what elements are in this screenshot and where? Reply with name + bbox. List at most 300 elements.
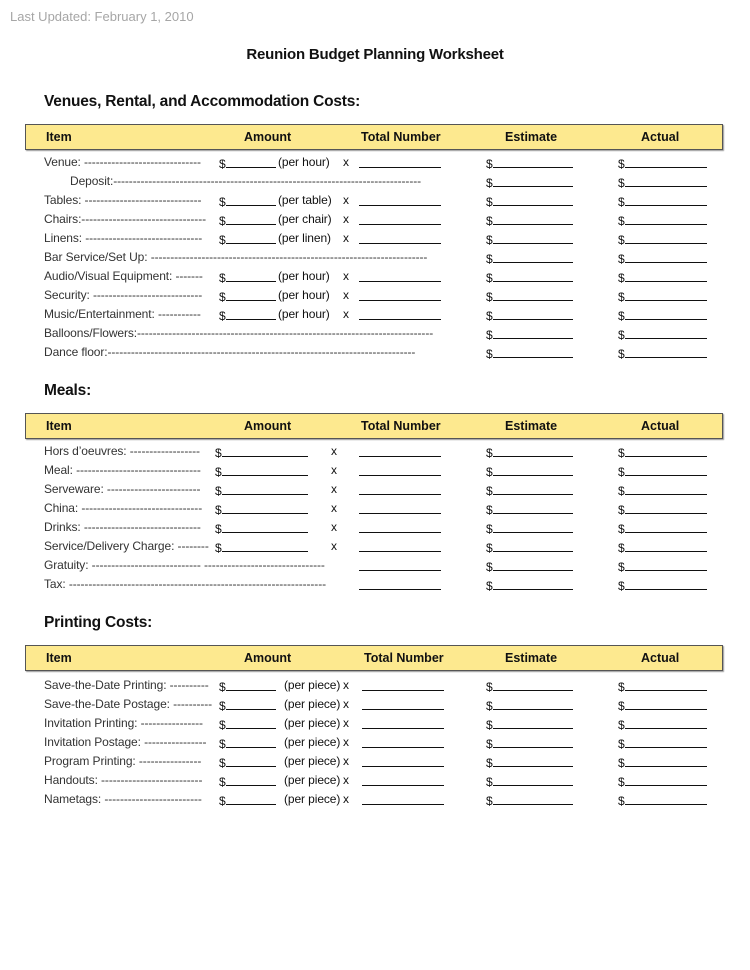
dollar-sign: $ bbox=[618, 737, 625, 751]
amount-field[interactable] bbox=[219, 697, 276, 713]
table-row bbox=[44, 286, 724, 305]
actual-blank[interactable] bbox=[625, 678, 707, 691]
amount-field[interactable] bbox=[215, 444, 308, 460]
amount-blank[interactable] bbox=[226, 307, 276, 320]
estimate-field[interactable] bbox=[486, 250, 573, 266]
amount-field[interactable] bbox=[219, 735, 276, 751]
actual-blank[interactable] bbox=[625, 577, 707, 590]
estimate-blank[interactable] bbox=[493, 193, 573, 206]
dollar-sign: $ bbox=[219, 157, 226, 171]
amount-blank[interactable] bbox=[222, 539, 308, 552]
total-number-blank[interactable] bbox=[359, 558, 441, 571]
estimate-blank[interactable] bbox=[493, 212, 573, 225]
estimate-blank[interactable] bbox=[493, 754, 573, 767]
amount-field[interactable] bbox=[219, 231, 276, 247]
actual-blank[interactable] bbox=[625, 697, 707, 710]
amount-field[interactable] bbox=[219, 678, 276, 694]
table-row bbox=[44, 442, 724, 461]
actual-blank[interactable] bbox=[625, 773, 707, 786]
column-header-total-number: Total Number bbox=[364, 651, 444, 665]
dollar-sign: $ bbox=[486, 214, 493, 228]
dollar-sign: $ bbox=[219, 233, 226, 247]
estimate-field[interactable] bbox=[486, 482, 573, 498]
table-row bbox=[44, 229, 724, 248]
multiply-sign: x bbox=[343, 678, 349, 692]
page-title: Reunion Budget Planning Worksheet bbox=[246, 46, 504, 63]
actual-blank[interactable] bbox=[625, 307, 707, 320]
row-label: Security: ---------------------------- bbox=[44, 288, 203, 302]
estimate-field[interactable] bbox=[486, 754, 573, 770]
total-number-blank[interactable] bbox=[359, 307, 441, 320]
dollar-sign: $ bbox=[618, 522, 625, 536]
amount-blank[interactable] bbox=[222, 444, 308, 457]
actual-blank[interactable] bbox=[625, 231, 707, 244]
row-label: Deposit:------------------------------------------------------------------------------- bbox=[70, 174, 422, 188]
table-row bbox=[44, 210, 724, 229]
amount-blank[interactable] bbox=[226, 288, 276, 301]
dollar-sign: $ bbox=[618, 794, 625, 808]
total-number-blank[interactable] bbox=[359, 444, 441, 457]
total-number-blank[interactable] bbox=[359, 269, 441, 282]
row-label: Service/Delivery Charge: -------- bbox=[44, 539, 209, 553]
estimate-field[interactable] bbox=[486, 288, 573, 304]
total-number-blank[interactable] bbox=[359, 577, 441, 590]
unit-label: (per chair) bbox=[278, 212, 332, 226]
estimate-field[interactable] bbox=[486, 792, 573, 808]
actual-field[interactable] bbox=[618, 463, 707, 479]
dollar-sign: $ bbox=[486, 176, 493, 190]
unit-label: (per piece) bbox=[284, 716, 341, 730]
total-number-blank[interactable] bbox=[359, 501, 441, 514]
dollar-sign: $ bbox=[486, 756, 493, 770]
dollar-sign: $ bbox=[618, 252, 625, 266]
estimate-blank[interactable] bbox=[493, 231, 573, 244]
actual-blank[interactable] bbox=[625, 716, 707, 729]
dollar-sign: $ bbox=[219, 794, 226, 808]
actual-blank[interactable] bbox=[625, 754, 707, 767]
estimate-field[interactable] bbox=[486, 716, 573, 732]
estimate-blank[interactable] bbox=[493, 716, 573, 729]
total-number-blank[interactable] bbox=[359, 231, 441, 244]
actual-field[interactable] bbox=[618, 307, 707, 323]
estimate-blank[interactable] bbox=[493, 792, 573, 805]
amount-blank[interactable] bbox=[226, 231, 276, 244]
unit-label: (per hour) bbox=[278, 269, 330, 283]
actual-field[interactable] bbox=[618, 754, 707, 770]
meals-rows bbox=[44, 442, 724, 594]
estimate-field[interactable] bbox=[486, 520, 573, 536]
column-header-total-number: Total Number bbox=[361, 130, 441, 144]
amount-field[interactable] bbox=[219, 269, 276, 285]
total-number-blank[interactable] bbox=[362, 735, 444, 748]
estimate-blank[interactable] bbox=[493, 773, 573, 786]
amount-blank[interactable] bbox=[226, 678, 276, 691]
estimate-field[interactable] bbox=[486, 174, 573, 190]
table-row bbox=[44, 343, 724, 362]
actual-blank[interactable] bbox=[625, 520, 707, 533]
row-label: Music/Entertainment: ----------- bbox=[44, 307, 201, 321]
estimate-blank[interactable] bbox=[493, 155, 573, 168]
actual-blank[interactable] bbox=[625, 444, 707, 457]
estimate-field[interactable] bbox=[486, 558, 573, 574]
amount-field[interactable] bbox=[215, 482, 308, 498]
actual-field[interactable] bbox=[618, 155, 707, 171]
total-number-blank[interactable] bbox=[359, 520, 441, 533]
multiply-sign: x bbox=[331, 501, 337, 515]
dollar-sign: $ bbox=[486, 541, 493, 555]
actual-blank[interactable] bbox=[625, 250, 707, 263]
column-header-item: Item bbox=[46, 651, 72, 665]
estimate-blank[interactable] bbox=[493, 250, 573, 263]
table-row bbox=[44, 733, 724, 752]
dollar-sign: $ bbox=[618, 271, 625, 285]
last-updated-text: Last Updated: February 1, 2010 bbox=[10, 9, 194, 24]
actual-blank[interactable] bbox=[625, 288, 707, 301]
amount-field[interactable] bbox=[219, 155, 276, 171]
dollar-sign: $ bbox=[219, 718, 226, 732]
column-header-amount: Amount bbox=[244, 651, 292, 665]
estimate-field[interactable] bbox=[486, 212, 573, 228]
column-header-actual: Actual bbox=[641, 651, 680, 665]
row-label: Save-the-Date Printing: ---------- bbox=[44, 678, 209, 692]
unit-label: (per piece) bbox=[284, 754, 341, 768]
table-row bbox=[44, 537, 724, 556]
actual-blank[interactable] bbox=[625, 501, 707, 514]
column-header-actual: Actual bbox=[641, 419, 680, 433]
actual-field[interactable] bbox=[618, 678, 707, 694]
actual-field[interactable] bbox=[618, 444, 707, 460]
estimate-blank[interactable] bbox=[493, 269, 573, 282]
total-number-blank[interactable] bbox=[362, 792, 444, 805]
estimate-blank[interactable] bbox=[493, 326, 573, 339]
actual-field[interactable] bbox=[618, 174, 707, 190]
multiply-sign: x bbox=[331, 482, 337, 496]
dollar-sign: $ bbox=[219, 680, 226, 694]
amount-blank[interactable] bbox=[222, 520, 308, 533]
column-header-item: Item bbox=[46, 130, 72, 144]
amount-blank[interactable] bbox=[226, 792, 276, 805]
amount-blank[interactable] bbox=[222, 482, 308, 495]
amount-blank[interactable] bbox=[222, 463, 308, 476]
total-number-blank[interactable] bbox=[359, 288, 441, 301]
actual-field[interactable] bbox=[618, 193, 707, 209]
total-number-blank[interactable] bbox=[362, 773, 444, 786]
column-header-total-number: Total Number bbox=[361, 419, 441, 433]
unit-label: (per piece) bbox=[284, 678, 341, 692]
dollar-sign: $ bbox=[486, 195, 493, 209]
total-number-blank[interactable] bbox=[362, 754, 444, 767]
dollar-sign: $ bbox=[486, 328, 493, 342]
dollar-sign: $ bbox=[486, 522, 493, 536]
dollar-sign: $ bbox=[215, 446, 222, 460]
actual-field[interactable] bbox=[618, 792, 707, 808]
actual-blank[interactable] bbox=[625, 558, 707, 571]
multiply-sign: x bbox=[343, 155, 349, 169]
dollar-sign: $ bbox=[486, 718, 493, 732]
actual-field[interactable] bbox=[618, 250, 707, 266]
estimate-blank[interactable] bbox=[493, 444, 573, 457]
amount-blank[interactable] bbox=[226, 193, 276, 206]
dollar-sign: $ bbox=[486, 465, 493, 479]
actual-field[interactable] bbox=[618, 212, 707, 228]
actual-field[interactable] bbox=[618, 269, 707, 285]
multiply-sign: x bbox=[331, 463, 337, 477]
dollar-sign: $ bbox=[219, 699, 226, 713]
table-row bbox=[44, 676, 724, 695]
unit-label: (per hour) bbox=[278, 288, 330, 302]
estimate-blank[interactable] bbox=[493, 697, 573, 710]
actual-field[interactable] bbox=[618, 345, 707, 361]
dollar-sign: $ bbox=[219, 214, 226, 228]
table-row bbox=[44, 191, 724, 210]
estimate-blank[interactable] bbox=[493, 520, 573, 533]
row-label: Meal: -------------------------------- bbox=[44, 463, 201, 477]
actual-field[interactable] bbox=[618, 735, 707, 751]
dollar-sign: $ bbox=[486, 233, 493, 247]
estimate-field[interactable] bbox=[486, 326, 573, 342]
total-number-blank[interactable] bbox=[359, 193, 441, 206]
actual-field[interactable] bbox=[618, 539, 707, 555]
amount-blank[interactable] bbox=[222, 501, 308, 514]
actual-blank[interactable] bbox=[625, 193, 707, 206]
amount-field[interactable] bbox=[219, 212, 276, 228]
dollar-sign: $ bbox=[486, 484, 493, 498]
actual-field[interactable] bbox=[618, 697, 707, 713]
row-label: China: ------------------------------- bbox=[44, 501, 203, 515]
actual-blank[interactable] bbox=[625, 539, 707, 552]
actual-blank[interactable] bbox=[625, 269, 707, 282]
row-label: Program Printing: ---------------- bbox=[44, 754, 202, 768]
amount-blank[interactable] bbox=[226, 697, 276, 710]
dollar-sign: $ bbox=[618, 214, 625, 228]
actual-blank[interactable] bbox=[625, 155, 707, 168]
table-row bbox=[44, 575, 724, 594]
amount-blank[interactable] bbox=[226, 155, 276, 168]
multiply-sign: x bbox=[343, 269, 349, 283]
estimate-blank[interactable] bbox=[493, 558, 573, 571]
dollar-sign: $ bbox=[486, 157, 493, 171]
estimate-field[interactable] bbox=[486, 463, 573, 479]
amount-blank[interactable] bbox=[226, 754, 276, 767]
row-label: Hors d’oeuvres: ------------------ bbox=[44, 444, 200, 458]
dollar-sign: $ bbox=[486, 560, 493, 574]
dollar-sign: $ bbox=[618, 465, 625, 479]
estimate-field[interactable] bbox=[486, 155, 573, 171]
row-label: Invitation Printing: ---------------- bbox=[44, 716, 203, 730]
amount-blank[interactable] bbox=[226, 735, 276, 748]
amount-blank[interactable] bbox=[226, 716, 276, 729]
dollar-sign: $ bbox=[618, 541, 625, 555]
dollar-sign: $ bbox=[219, 756, 226, 770]
unit-label: (per piece) bbox=[284, 773, 341, 787]
estimate-field[interactable] bbox=[486, 269, 573, 285]
actual-blank[interactable] bbox=[625, 345, 707, 358]
dollar-sign: $ bbox=[219, 737, 226, 751]
table-row bbox=[44, 267, 724, 286]
estimate-blank[interactable] bbox=[493, 577, 573, 590]
estimate-field[interactable] bbox=[486, 773, 573, 789]
actual-field[interactable] bbox=[618, 231, 707, 247]
dollar-sign: $ bbox=[486, 347, 493, 361]
total-number-blank[interactable] bbox=[359, 539, 441, 552]
actual-blank[interactable] bbox=[625, 212, 707, 225]
actual-field[interactable] bbox=[618, 716, 707, 732]
row-label: Handouts: -------------------------- bbox=[44, 773, 203, 787]
actual-field[interactable] bbox=[618, 773, 707, 789]
dollar-sign: $ bbox=[486, 579, 493, 593]
table-row bbox=[44, 695, 724, 714]
actual-field[interactable] bbox=[618, 501, 707, 517]
dollar-sign: $ bbox=[618, 328, 625, 342]
amount-field[interactable] bbox=[219, 193, 276, 209]
amount-field[interactable] bbox=[215, 539, 308, 555]
multiply-sign: x bbox=[343, 735, 349, 749]
estimate-field[interactable] bbox=[486, 501, 573, 517]
table-row bbox=[44, 556, 724, 575]
estimate-blank[interactable] bbox=[493, 307, 573, 320]
estimate-blank[interactable] bbox=[493, 678, 573, 691]
column-header-amount: Amount bbox=[244, 130, 292, 144]
amount-field[interactable] bbox=[219, 792, 276, 808]
estimate-field[interactable] bbox=[486, 697, 573, 713]
actual-field[interactable] bbox=[618, 288, 707, 304]
estimate-blank[interactable] bbox=[493, 463, 573, 476]
table-row bbox=[44, 790, 724, 809]
estimate-field[interactable] bbox=[486, 193, 573, 209]
actual-field[interactable] bbox=[618, 482, 707, 498]
row-label: Invitation Postage: ---------------- bbox=[44, 735, 207, 749]
table-row bbox=[44, 752, 724, 771]
total-number-blank[interactable] bbox=[359, 212, 441, 225]
amount-field[interactable] bbox=[219, 288, 276, 304]
amount-field[interactable] bbox=[215, 520, 308, 536]
dollar-sign: $ bbox=[618, 233, 625, 247]
row-label: Tables: ------------------------------ bbox=[44, 193, 202, 207]
total-number-blank[interactable] bbox=[359, 482, 441, 495]
multiply-sign: x bbox=[343, 773, 349, 787]
column-header-amount: Amount bbox=[244, 419, 292, 433]
dollar-sign: $ bbox=[618, 309, 625, 323]
dollar-sign: $ bbox=[618, 176, 625, 190]
actual-blank[interactable] bbox=[625, 174, 707, 187]
multiply-sign: x bbox=[331, 539, 337, 553]
estimate-blank[interactable] bbox=[493, 735, 573, 748]
table-row bbox=[44, 771, 724, 790]
amount-field[interactable] bbox=[215, 463, 308, 479]
dollar-sign: $ bbox=[215, 541, 222, 555]
actual-blank[interactable] bbox=[625, 735, 707, 748]
dollar-sign: $ bbox=[618, 579, 625, 593]
amount-field[interactable] bbox=[215, 501, 308, 517]
actual-field[interactable] bbox=[618, 558, 707, 574]
actual-blank[interactable] bbox=[625, 482, 707, 495]
total-number-blank[interactable] bbox=[362, 697, 444, 710]
section-title-venues: Venues, Rental, and Accommodation Costs: bbox=[44, 93, 361, 110]
multiply-sign: x bbox=[343, 193, 349, 207]
dollar-sign: $ bbox=[215, 522, 222, 536]
unit-label: (per piece) bbox=[284, 735, 341, 749]
multiply-sign: x bbox=[343, 212, 349, 226]
unit-label: (per hour) bbox=[278, 155, 330, 169]
total-number-blank[interactable] bbox=[362, 678, 444, 691]
estimate-field[interactable] bbox=[486, 307, 573, 323]
dollar-sign: $ bbox=[618, 484, 625, 498]
dollar-sign: $ bbox=[618, 775, 625, 789]
dollar-sign: $ bbox=[618, 195, 625, 209]
table-row bbox=[44, 324, 724, 343]
total-number-blank[interactable] bbox=[362, 716, 444, 729]
dollar-sign: $ bbox=[486, 252, 493, 266]
amount-blank[interactable] bbox=[226, 269, 276, 282]
estimate-field[interactable] bbox=[486, 231, 573, 247]
estimate-field[interactable] bbox=[486, 444, 573, 460]
dollar-sign: $ bbox=[486, 290, 493, 304]
table-row bbox=[44, 499, 724, 518]
unit-label: (per linen) bbox=[278, 231, 331, 245]
column-header-estimate: Estimate bbox=[505, 419, 558, 433]
dollar-sign: $ bbox=[215, 484, 222, 498]
dollar-sign: $ bbox=[219, 290, 226, 304]
actual-blank[interactable] bbox=[625, 792, 707, 805]
estimate-blank[interactable] bbox=[493, 539, 573, 552]
total-number-blank[interactable] bbox=[359, 155, 441, 168]
amount-field[interactable] bbox=[219, 307, 276, 323]
estimate-field[interactable] bbox=[486, 345, 573, 361]
estimate-field[interactable] bbox=[486, 539, 573, 555]
row-label: Linens: ------------------------------ bbox=[44, 231, 203, 245]
table-row bbox=[44, 153, 724, 172]
table-row bbox=[44, 305, 724, 324]
row-label: Serveware: ------------------------ bbox=[44, 482, 201, 496]
table-row bbox=[44, 172, 724, 191]
amount-blank[interactable] bbox=[226, 212, 276, 225]
estimate-field[interactable] bbox=[486, 577, 573, 593]
amount-field[interactable] bbox=[219, 773, 276, 789]
row-label: Chairs:-------------------------------- bbox=[44, 212, 206, 226]
multiply-sign: x bbox=[343, 307, 349, 321]
row-label: Venue: ------------------------------ bbox=[44, 155, 201, 169]
estimate-field[interactable] bbox=[486, 678, 573, 694]
estimate-blank[interactable] bbox=[493, 501, 573, 514]
actual-blank[interactable] bbox=[625, 326, 707, 339]
dollar-sign: $ bbox=[486, 271, 493, 285]
estimate-blank[interactable] bbox=[493, 288, 573, 301]
actual-field[interactable] bbox=[618, 326, 707, 342]
actual-field[interactable] bbox=[618, 577, 707, 593]
estimate-blank[interactable] bbox=[493, 174, 573, 187]
multiply-sign: x bbox=[343, 697, 349, 711]
row-label: Gratuity: ---------------------------- ------------------------------- bbox=[44, 558, 325, 572]
estimate-blank[interactable] bbox=[493, 482, 573, 495]
dollar-sign: $ bbox=[618, 446, 625, 460]
row-label: Nametags: ------------------------- bbox=[44, 792, 202, 806]
row-label: Save-the-Date Postage: ---------- bbox=[44, 697, 213, 711]
row-label: Tax: ------------------------------------------------------------------ bbox=[44, 577, 326, 591]
amount-field[interactable] bbox=[219, 754, 276, 770]
actual-blank[interactable] bbox=[625, 463, 707, 476]
total-number-blank[interactable] bbox=[359, 463, 441, 476]
amount-blank[interactable] bbox=[226, 773, 276, 786]
estimate-blank[interactable] bbox=[493, 345, 573, 358]
dollar-sign: $ bbox=[219, 195, 226, 209]
unit-label: (per hour) bbox=[278, 307, 330, 321]
dollar-sign: $ bbox=[486, 309, 493, 323]
dollar-sign: $ bbox=[618, 699, 625, 713]
estimate-field[interactable] bbox=[486, 735, 573, 751]
amount-field[interactable] bbox=[219, 716, 276, 732]
actual-field[interactable] bbox=[618, 520, 707, 536]
table-row bbox=[44, 480, 724, 499]
